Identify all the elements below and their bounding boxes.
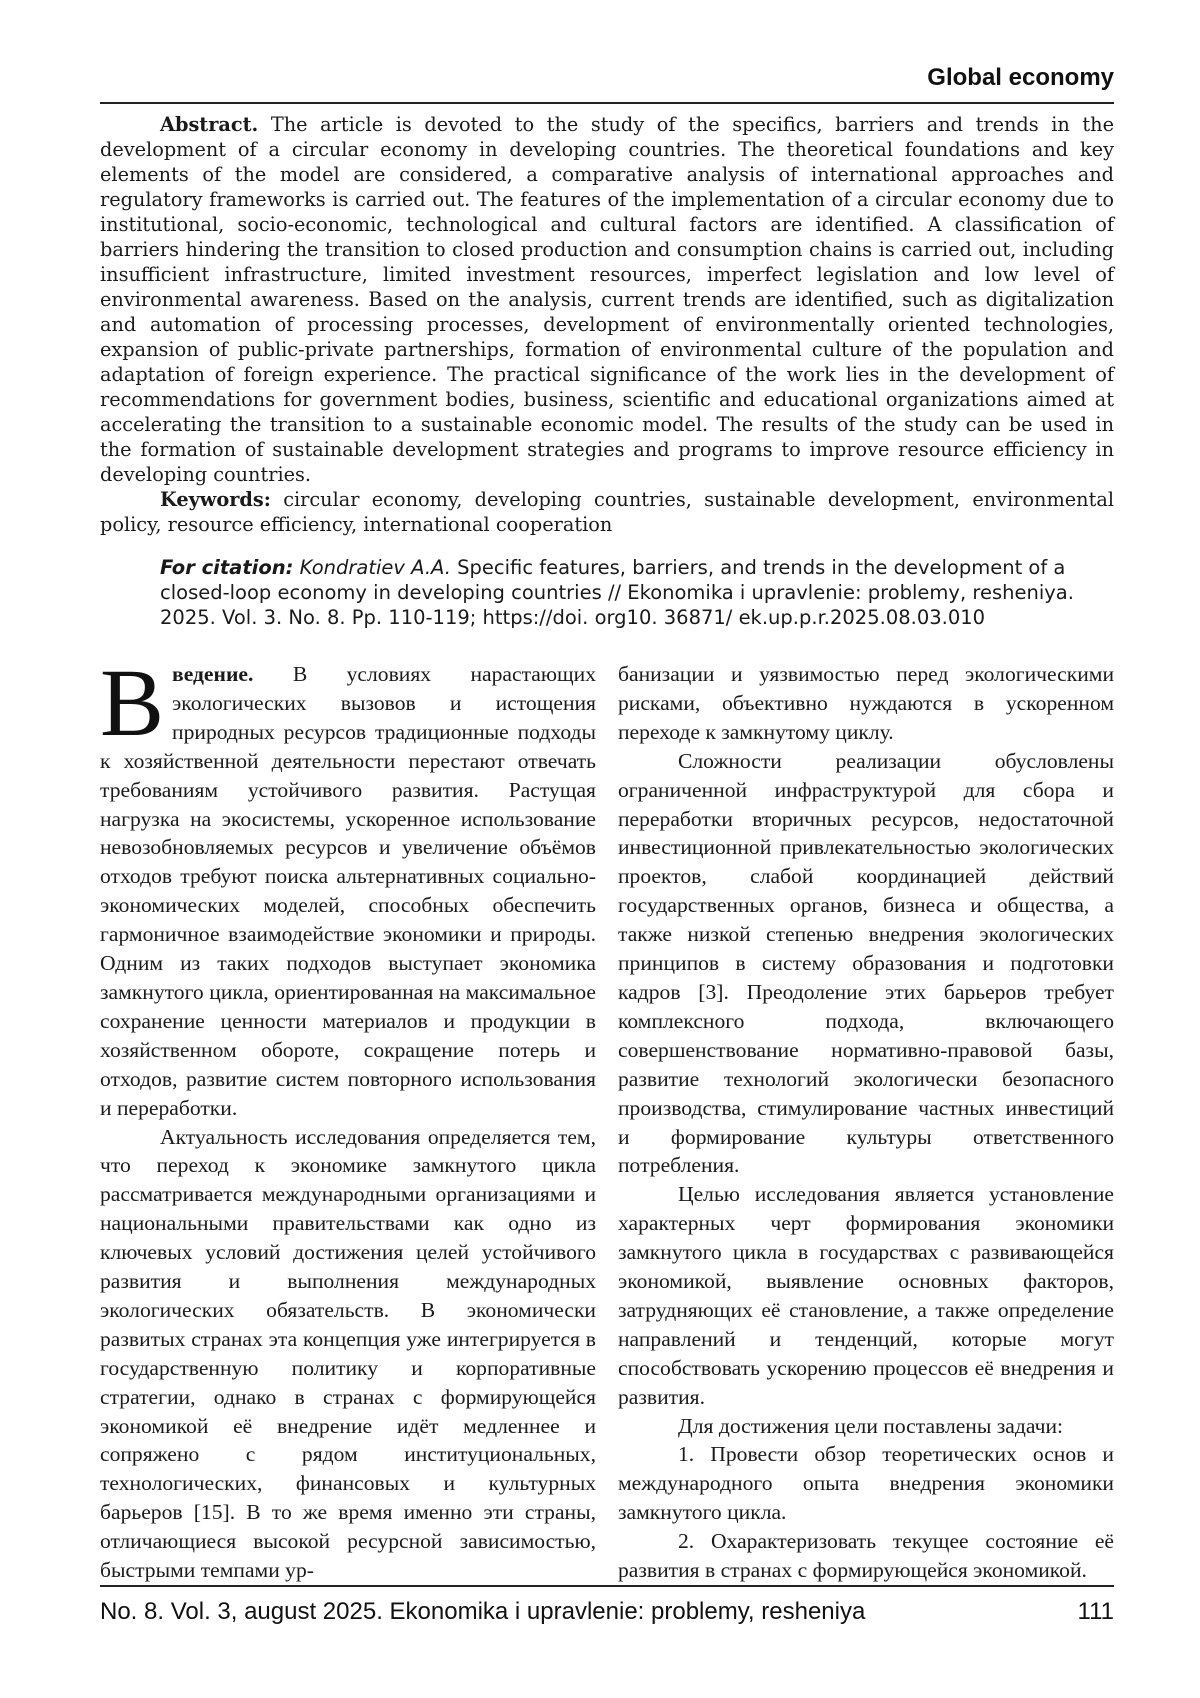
body-column-right [618, 660, 1114, 1585]
footer-journal: No. 8. Vol. 3, august 2025. Ekonomika i upravlenie: problemy, resheniya [100, 1598, 866, 1625]
citation-author: Kondratiev A.A. [299, 556, 451, 579]
intro-lead: ведение. [172, 662, 254, 686]
tasks-intro: Для достижения цели поставлены задачи: [678, 1413, 1063, 1438]
abstract-block [100, 112, 1114, 537]
abstract-text: The article is devoted to the study of the specifics, barriers and trends in the development of a circular economy in developing countries. The theoretical foundations and key elements of the model are considered, a comparative analysis of international approaches and regulatory frameworks is carried out. The features of the implementation of a circular economy due to institutional, socio-economic, technological and cultural factors are identified. A classification of barriers hindering the transition to closed production and consumption chains is carried out, including insufficient infrastructure, limited investment resources, imperfect legislation and low level of environmental awareness. Based on the analysis, current trends are identified, such as digitalization and automation of processing processes, development of environmentally oriented technologies, expansion of public-private partnerships, formation of environmental culture of the population and adaptation of foreign experience. The practical significance of the work lies in the development of recommendations for government bodies, business, scientific and educational organizations aimed at accelerating the transition to a sustainable economic model. The results of the study can be used in the formation of sustainable development strategies and programs to improve resource efficiency in developing countries. [100, 113, 1114, 486]
relevance-continuation: банизации и уязвимостью перед экологическими рисками, объективно нуждаются в ускоренном переходе к замкнутому циклу. [618, 662, 1114, 744]
goal-paragraph: Целью исследования является установление характерных черт формирования экономики замкнутого цикла в государствах с развивающейся экономикой, выявление основных факторов, затрудняющих её становление, а также определение направлений и тенденций, которые могут способствовать ускорению процессов её внедрения и развития. [618, 1182, 1114, 1409]
citation-text: Specific features, barriers, and trends in the development of a closed-loop economy in developing countries // Ekonomika i upravlenie: problemy, resheniya. 2025. Vol. 3. No. 8. Pp. 110-119; https://doi. org10. 36871/ ek.up.p.r.2025.08.03.010 [160, 556, 1074, 629]
citation-block [160, 555, 1114, 630]
keywords-paragraph [100, 487, 1114, 537]
intro-text: В условиях нарастающих экологических вызовов и истощения природных ресурсов традиционные подходы к хозяйственной деятельности перестают отвечать требованиям устойчивого развития. Растущая нагрузка на экосистемы, ускоренное использование невозобновляемых ресурсов и увеличение объёмов отходов требуют поиска альтернативных социально-экономических моделей, способных обеспечить гармоничное взаимодействие экономики и природы. Одним из таких подходов выступает экономика замкнутого цикла, ориентированная на максимальное сохранение ценности материалов и продукции в хозяйственном обороте, сокращение потерь и отходов, развитие систем повторного использования и переработки. [100, 662, 597, 1120]
abstract-label: Abstract. [160, 113, 259, 136]
task-item-2: 2. Охарактеризовать текущее состояние её развития в странах с формирующейся экономикой. [618, 1529, 1114, 1583]
task-item-1: 1. Провести обзор теоретических основ и международного опыта внедрения экономики замкнутого цикла. [618, 1442, 1114, 1525]
footer-divider [100, 1585, 1114, 1587]
body-column-left [100, 649, 597, 1585]
difficulties-paragraph: Сложности реализации обусловлены ограниченной инфраструктурой для сбора и переработки вторичных ресурсов, недостаточной инвестиционной привлекательностью экологических проектов, слабой координацией действий государственных органов, бизнеса и общества, а также низкой степенью внедрения экологических принципов в систему образования и подготовки кадров [3]. Преодоление этих барьеров требует комплексного подхода, включающего совершенствование нормативно-правовой базы, развитие технологий экологически безопасного производства, стимулирование частных инвестиций и формирование культуры ответственного потребления. [618, 748, 1114, 1178]
drop-cap: В [100, 649, 165, 756]
header-divider [100, 102, 1114, 104]
keywords-label: Keywords: [160, 488, 271, 511]
page-number: 111 [1077, 1598, 1114, 1625]
abstract-paragraph [100, 112, 1114, 487]
intro-paragraph [100, 649, 597, 1123]
section-title: Global economy [927, 64, 1114, 91]
keywords-text: circular economy, developing countries, sustainable development, environmental policy, resource efficiency, international cooperation [100, 488, 1114, 536]
citation-label: For citation: [160, 556, 294, 579]
relevance-paragraph: Актуальность исследования определяется тем, что переход к экономике замкнутого цикла рассматривается международными организациями и национальными правительствами как одно из ключевых условий достижения целей устойчивого развития и выполнения международных экологических обязательств. В экономически развитых странах эта концепция уже интегрируется в государственную политику и корпоративные стратегии, однако в странах с формирующейся экономикой её внедрение идёт медленнее и сопряжено с рядом институциональных, технологических, финансовых и культурных барьеров [15]. В то же время именно эти страны, отличающиеся высокой ресурсной зависимостью, быстрыми темпами ур- [100, 1124, 596, 1583]
